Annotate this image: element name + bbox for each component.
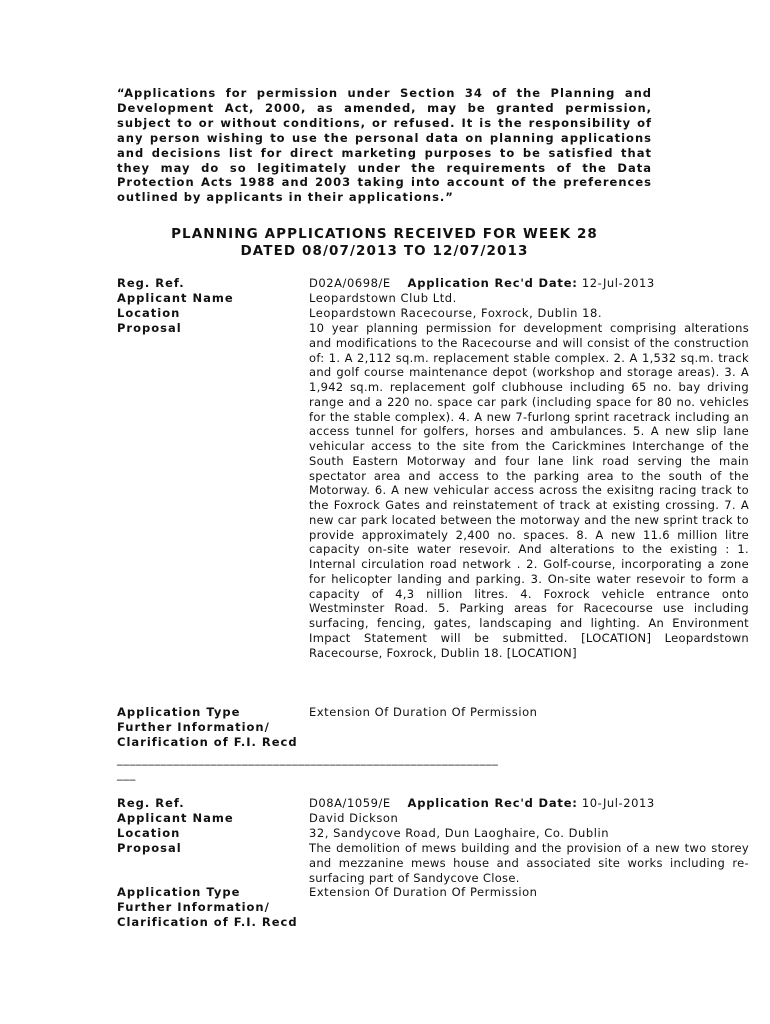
proposal-label: Proposal bbox=[117, 321, 182, 335]
reg-ref-value: D08A/1059/E bbox=[309, 796, 391, 810]
reg-ref-label: Reg. Ref. bbox=[117, 796, 185, 810]
further-info-label: Further Information/ bbox=[117, 900, 270, 914]
report-date-range: DATED 08/07/2013 TO 12/07/2013 bbox=[240, 243, 529, 259]
application-type-label: Application Type bbox=[117, 705, 241, 719]
recd-date-value: 12-Jul-2013 bbox=[581, 276, 655, 290]
location-value: Leopardstown Racecourse, Foxrock, Dublin 18. bbox=[309, 306, 603, 320]
reg-ref-label: Reg. Ref. bbox=[117, 276, 185, 290]
clarification-label: Clarification of F.I. Recd bbox=[117, 735, 298, 749]
location-label: Location bbox=[117, 306, 181, 320]
proposal-text: 10 year planning permission for development comprising alterations and modifications to the Racecourse and will consist of the construction of: 1. A 2,112 sq.m. replacement stable complex. 2. A 1,532 sq.m. track and golf course maintenance depot (workshop and storage areas). 3. A 1,942 sq.m. replacement golf clubhouse including 65 no. bay driving range and a 220 no. space car park (including space for 80 no. vehicles for the stable complex). 4. A new 7-furlong sprint racetrack including an access tunnel for golfers, horses and ambulances. 5. A new slip lane vehicular access to the site from the Carickmines Interchange of the South Eastern Motorway and four lane link road serving the main spectator area and access to the parking area to the south of the Motorway. 6. A new vehicular access across the exisitng racing track to the Foxrock Gates and reinstatement of track at existing crossing. 7. A new car park located between the motorway and the new sprint track to provide approximately 2,400 no. spaces. 8. A new 11.6 million litre capacity on-site water resevoir. And alterations to the existing : 1. Internal circulation road network . 2. Golf-course, incorporating a zone for helicopter landing and parking. 3. On-site water resevoir to form a capacity of 4,3 nillion litres. 4. Foxrock vehicle entrance onto Westminster Road. 5. Parking areas for Racecourse use including surfacing, fencing, gates, landscaping and lighting. An Environment Impact Statement will be submitted. [LOCATION] Leopardstown Racecourse, Foxrock, Dublin 18. [LOCATION] bbox=[309, 321, 749, 660]
application-type-value: Extension Of Duration Of Permission bbox=[309, 705, 538, 719]
report-title: PLANNING APPLICATIONS RECEIVED FOR WEEK 28 bbox=[171, 226, 598, 242]
proposal-text: The demolition of mews building and the provision of a new two storey and mezzanine mews house and associated site works including re-surfacing part of Sandycove Close. bbox=[309, 841, 749, 885]
proposal-label: Proposal bbox=[117, 841, 182, 855]
separator-line: _____________________________________________________________ bbox=[117, 752, 499, 766]
further-info-label: Further Information/ bbox=[117, 720, 270, 734]
separator-line-tail: ___ bbox=[117, 767, 136, 781]
applicant-name-value: Leopardstown Club Ltd. bbox=[309, 291, 457, 305]
recd-date-label: Application Rec'd Date: bbox=[407, 796, 578, 810]
location-value: 32, Sandycove Road, Dun Laoghaire, Co. Dublin bbox=[309, 826, 610, 840]
clarification-label: Clarification of F.I. Recd bbox=[117, 915, 298, 929]
applicant-name-value: David Dickson bbox=[309, 811, 399, 825]
reg-ref-row bbox=[309, 796, 749, 811]
application-type-label: Application Type bbox=[117, 885, 241, 899]
reg-ref-value: D02A/0698/E bbox=[309, 276, 391, 290]
application-type-value: Extension Of Duration Of Permission bbox=[309, 885, 538, 899]
recd-date-label: Application Rec'd Date: bbox=[407, 276, 578, 290]
location-label: Location bbox=[117, 826, 181, 840]
reg-ref-row bbox=[309, 276, 749, 291]
applicant-name-label: Applicant Name bbox=[117, 811, 234, 825]
data-protection-notice: “Applications for permission under Section 34 of the Planning and Development Act, 2000, as amended, may be granted permission, subject to or without conditions, or refused. It is the responsibility of any person wishing to use the personal data on planning applications and decisions list for direct marketing purposes to be satisfied that they may do so legitimately under the requirements of the Data Protection Acts 1988 and 2003 taking into account of the preferences outlined by applicants in their applications.” bbox=[117, 86, 652, 205]
applicant-name-label: Applicant Name bbox=[117, 291, 234, 305]
recd-date-value: 10-Jul-2013 bbox=[581, 796, 655, 810]
